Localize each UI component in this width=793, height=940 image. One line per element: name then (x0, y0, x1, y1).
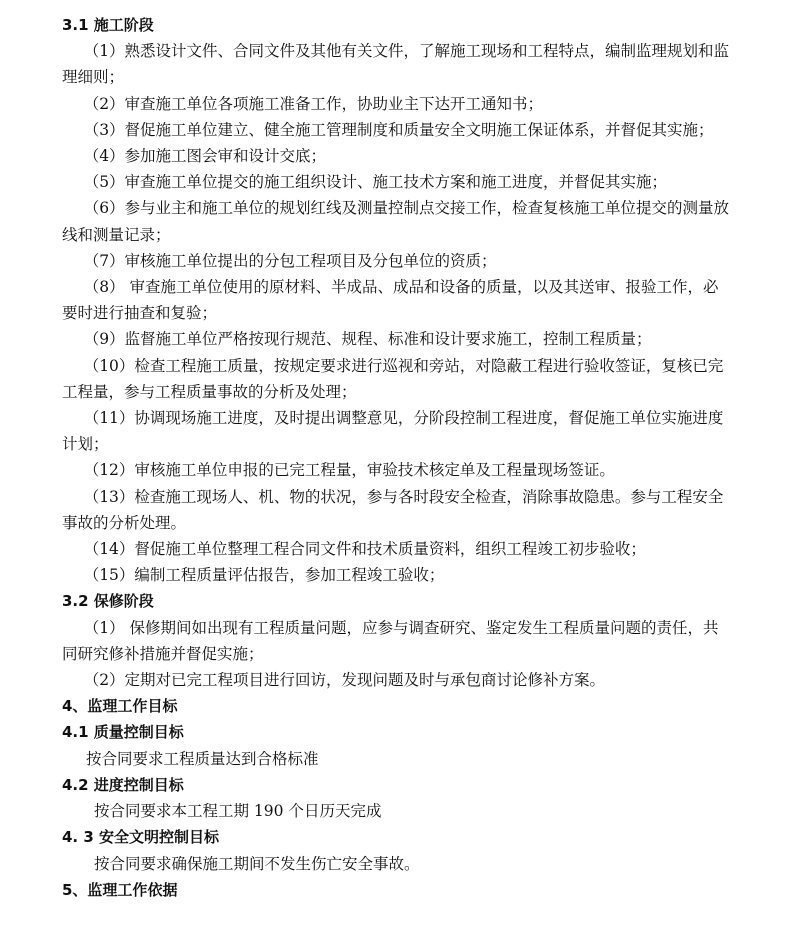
item-12: （12）审核施工单位申报的已完工程量，审验技术核定单及工程量现场签证。 (83, 461, 615, 480)
item-1: （1）熟悉设计文件、合同文件及其他有关文件，了解施工现场和工程特点，编制监理规划和监理细则； (62, 42, 730, 87)
item-9: （9）监督施工单位严格按现行规范、规程、标准和设计要求施工，控制工程质量； (83, 330, 652, 349)
item-5: （5）审查施工单位提交的施工组织设计、施工技术方案和施工进度，并督促其实施； (83, 173, 668, 192)
item-8: （8） 审查施工单位使用的原材料、半成品、成品和设备的质量，以及其送审、报验工作，必要时进行抽查和复验； (62, 278, 719, 323)
warranty-item-2: （2）定期对已完工程项目进行回访，发现问题及时与承包商讨论修补方案。 (83, 671, 606, 690)
warranty-item-1: （1） 保修期间如出现有工程质量问题，应参与调查研究、鉴定发生工程质量问题的责任，共同研究修补措施并督促实施； (62, 618, 719, 663)
item-4: （4）参加施工图会审和设计交底； (83, 147, 327, 166)
heading-5: 5、监理工作依据 (62, 880, 178, 899)
heading-4-1: 4.1 质量控制目标 (62, 723, 184, 742)
item-7: （7）审核施工单位提出的分包工程项目及分包单位的资质； (83, 251, 497, 270)
safety-target-text: 按合同要求确保施工期间不发生伤亡安全事故。 (94, 854, 420, 873)
item-13: （13）检查施工现场人、机、物的状况，参与各时段安全检查，消除事故隐患。参与工程安全事故的分析处理。 (62, 487, 724, 532)
item-3: （3）督促施工单位建立、健全施工管理制度和质量安全文明施工保证体系，并督促其实施； (83, 120, 714, 139)
item-11: （11）协调现场施工进度，及时提出调整意见，分阶段控制工程进度，督促施工单位实施进度计划； (62, 409, 724, 454)
heading-4-2: 4.2 进度控制目标 (62, 775, 184, 794)
item-14: （14）督促施工单位整理工程合同文件和技术质量资料，组织工程竣工初步验收； (83, 540, 646, 559)
item-2: （2）审查施工单位各项施工准备工作，协助业主下达开工通知书； (83, 94, 544, 113)
item-6: （6）参与业主和施工单位的规划红线及测量控制点交接工作，检查复核施工单位提交的测量放线和测量记录； (62, 199, 730, 244)
quality-target-text: 按合同要求工程质量达到合格标准 (86, 749, 319, 768)
heading-4-3: 4. 3 安全文明控制目标 (62, 828, 220, 847)
heading-4: 4、监理工作目标 (62, 697, 178, 716)
schedule-target-text: 按合同要求本工程工期 190 个日历天完成 (94, 802, 382, 821)
heading-3-2: 3.2 保修阶段 (62, 592, 154, 611)
heading-3-1: 3.1 施工阶段 (62, 16, 154, 34)
item-10: （10）检查工程施工质量，按规定要求进行巡视和旁站，对隐蔽工程进行验收签证，复核已完工程量，参与工程质量事故的分析及处理； (62, 356, 724, 401)
item-15: （15）编制工程质量评估报告，参加工程竣工验收； (83, 566, 445, 585)
